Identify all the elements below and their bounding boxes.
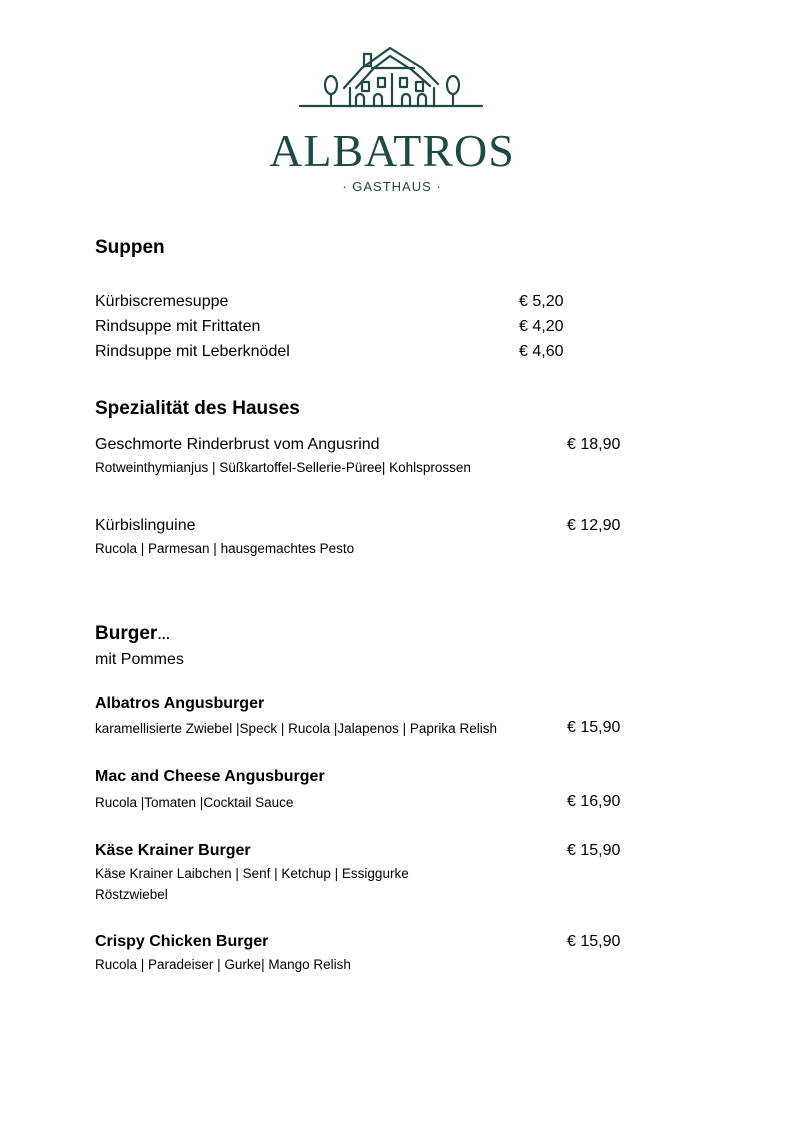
brand-subtitle: · GASTHAUS · (342, 179, 442, 194)
menu-item-description: Röstzwiebel (95, 887, 168, 902)
menu-item-name: Rindsuppe mit Leberknödel (95, 343, 290, 360)
menu-item-price: € 15,90 (567, 719, 621, 736)
menu-item-price: € 12,90 (567, 517, 621, 534)
section-title-spezial: Spezialität des Hauses (95, 398, 300, 419)
menu-item-price: € 15,90 (567, 933, 621, 950)
menu-item-description: Käse Krainer Laibchen | Senf | Ketchup | Essiggurke (95, 866, 409, 881)
brand-name: ALBATROS (269, 125, 515, 176)
menu-item-price: € 5,20 (519, 293, 564, 310)
menu-item-name: Rindsuppe mit Frittaten (95, 318, 261, 335)
menu-item-description: Rucola | Parmesan | hausgemachtes Pesto (95, 541, 355, 556)
menu-item-description: Rucola | Paradeiser | Gurke| Mango Relish (95, 957, 351, 972)
menu-item-name: Geschmorte Rinderbrust vom Angusrind (95, 436, 380, 453)
section-subtitle: mit Pommes (95, 651, 184, 668)
brand-logo (266, 44, 518, 200)
menu-item-name: Mac and Cheese Angusburger (95, 768, 325, 785)
menu-item-name: Crispy Chicken Burger (95, 933, 269, 950)
menu-item-price: € 4,60 (519, 343, 564, 360)
menu-item-description: Rotweinthymianjus | Süßkartoffel-Sellerie-Püree| Kohlsprossen (95, 460, 471, 475)
menu-item-name: Kürbiscremesuppe (95, 293, 229, 310)
menu-item-name: Kürbislinguine (95, 517, 196, 534)
menu-item-description: karamellisierte Zwiebel |Speck | Rucola |Jalapenos | Paprika Relish (95, 721, 497, 736)
section-title-suppen: Suppen (95, 237, 165, 258)
menu-item-name: Käse Krainer Burger (95, 842, 251, 859)
section-title-suffix: … (157, 627, 171, 642)
menu-item-description: Rucola |Tomaten |Cocktail Sauce (95, 795, 294, 810)
menu-item-price: € 16,90 (567, 793, 621, 810)
menu-item-price: € 18,90 (567, 436, 621, 453)
section-title-text: Burger (95, 623, 158, 644)
menu-item-price: € 4,20 (519, 318, 564, 335)
menu-item-name: Albatros Angusburger (95, 695, 265, 712)
section-title-burger (95, 623, 170, 645)
house-with-trees-icon (296, 44, 488, 112)
menu-item-price: € 15,90 (567, 842, 621, 859)
